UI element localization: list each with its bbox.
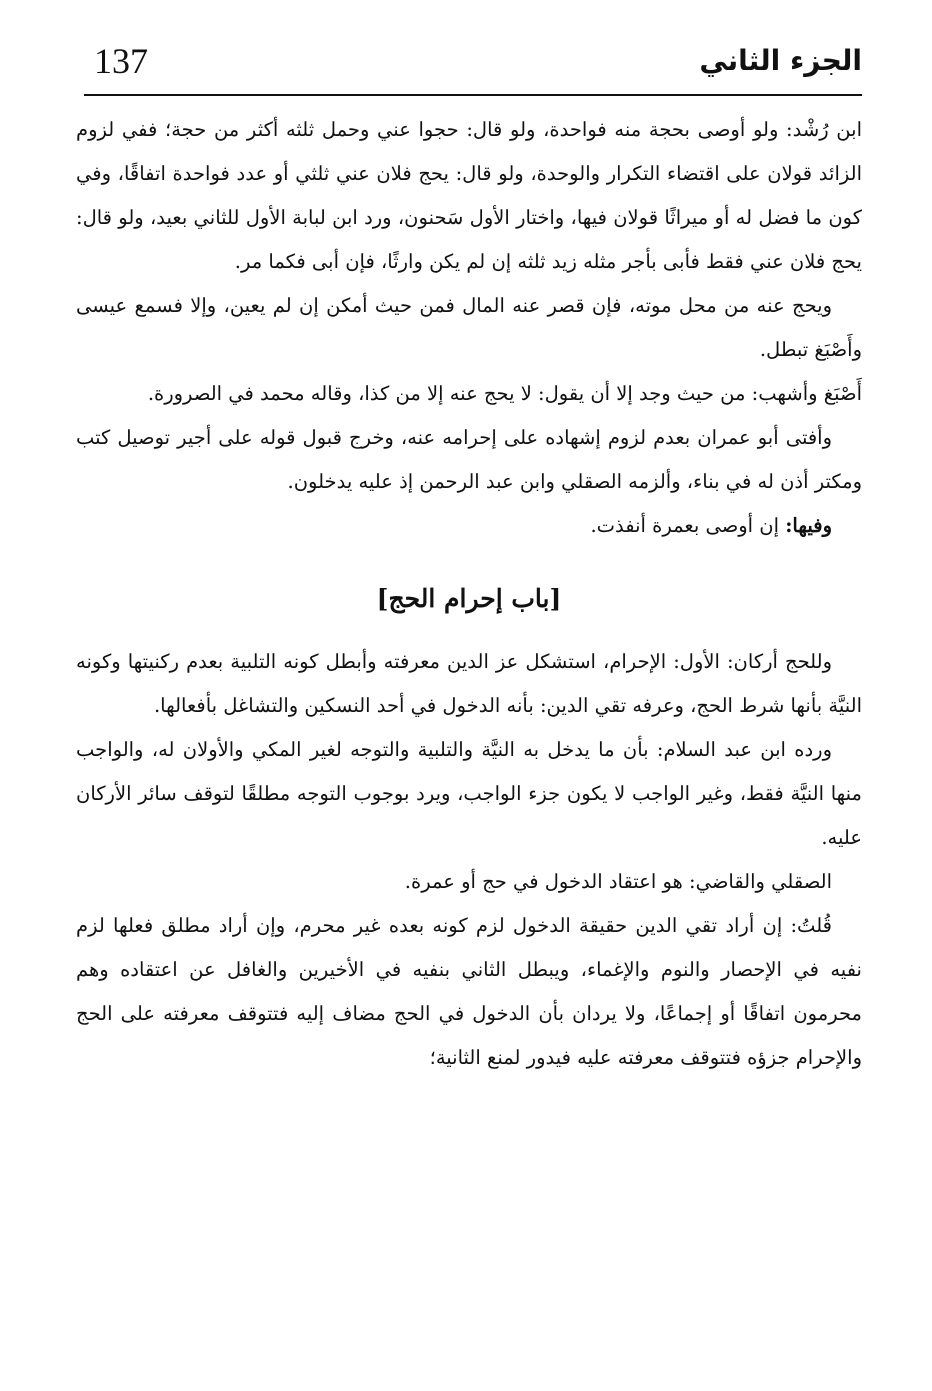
paragraph: الصقلي والقاضي: هو اعتقاد الدخول في حج أو عمرة. <box>404 870 832 893</box>
fiha-lead: وفيها: <box>785 514 832 537</box>
fiha-text: إن أوصى بعمرة أنفذت. <box>590 514 786 537</box>
running-title: الجزء الثاني <box>699 44 862 77</box>
paragraph: وأفتى أبو عمران بعدم لزوم إشهاده على إحرامه عنه، وخرج قبول قوله على أجير توصيل كتب ومكتر أذن له في بناء، وألزمه الصقلي وابن عبد الرحمن إذ عليه يدخلون. <box>76 426 862 493</box>
paragraph: قُلتُ: إن أراد تقي الدين حقيقة الدخول لزم كونه بعده غير محرم، وإن أراد مطلق فعلها لزم نفيه في الإحصار والنوم والإغماء، ويبطل الثاني بنفيه في الأخيرين والغافل عن اعتقاده وهم محرمون اتفاقًا أو إجماعًا، ولا يردان بأن الدخول في الحج مضاف إليه فتتوقف معرفته على الحج والإحرام جزؤه فتتوقف معرفته عليه فيدور لمنع الثانية؛ <box>76 914 862 1069</box>
page-number: 137 <box>94 41 148 81</box>
paragraph: أَصْبَغ وأشهب: من حيث وجد إلا أن يقول: لا يحج عنه إلا من كذا، وقاله محمد في الصرورة. <box>147 382 862 405</box>
paragraph: ويحج عنه من محل موته، فإن قصر عنه المال فمن حيث أمكن إن لم يعين، وإلا فسمع عيسى وأَصْبَغ تبطل. <box>76 294 862 361</box>
page-body <box>76 108 862 1080</box>
section-title: [باب إحرام الحج] <box>376 584 562 613</box>
paragraph-fiha <box>76 504 862 548</box>
paragraph: ابن رُشْد: ولو أوصى بحجة منه فواحدة، ولو قال: حجوا عني وحمل ثلثه أكثر من حجة؛ ففي لزوم الزائد قولان على اقتضاء التكرار والوحدة، ولو قال: يحج فلان عني ثلثي أو عدد فواحدة اتفاقًا، وفي كون ما فضل له أو ميراثًا قولان فيها، واختار الأول سَحنون، ورد ابن لبابة الأول للثاني بعيد، ولو قال: يحج فلان عني فقط فأبى بأجر مثله زيد ثلثه إن لم يكن وارثًا، فإن أبى فكما مر. <box>76 118 862 273</box>
paragraph: ورده ابن عبد السلام: بأن ما يدخل به النيَّة والتلبية والتوجه لغير المكي والأولان له، والواجب منها النيَّة فقط، وغير الواجب لا يكون جزء الواجب، ويرد بوجوب التوجه مطلقًا لتوقف سائر الأركان عليه. <box>76 738 862 849</box>
page-header <box>84 32 862 96</box>
paragraph: وللحج أركان: الأول: الإحرام، استشكل عز الدين معرفته وأبطل كونه التلبية بعدم ركنيتها وكونه النيَّة بأنها شرط الحج، وعرفه تقي الدين: بأنه الدخول في أحد النسكين والتشاغل بأفعالها. <box>76 650 862 717</box>
